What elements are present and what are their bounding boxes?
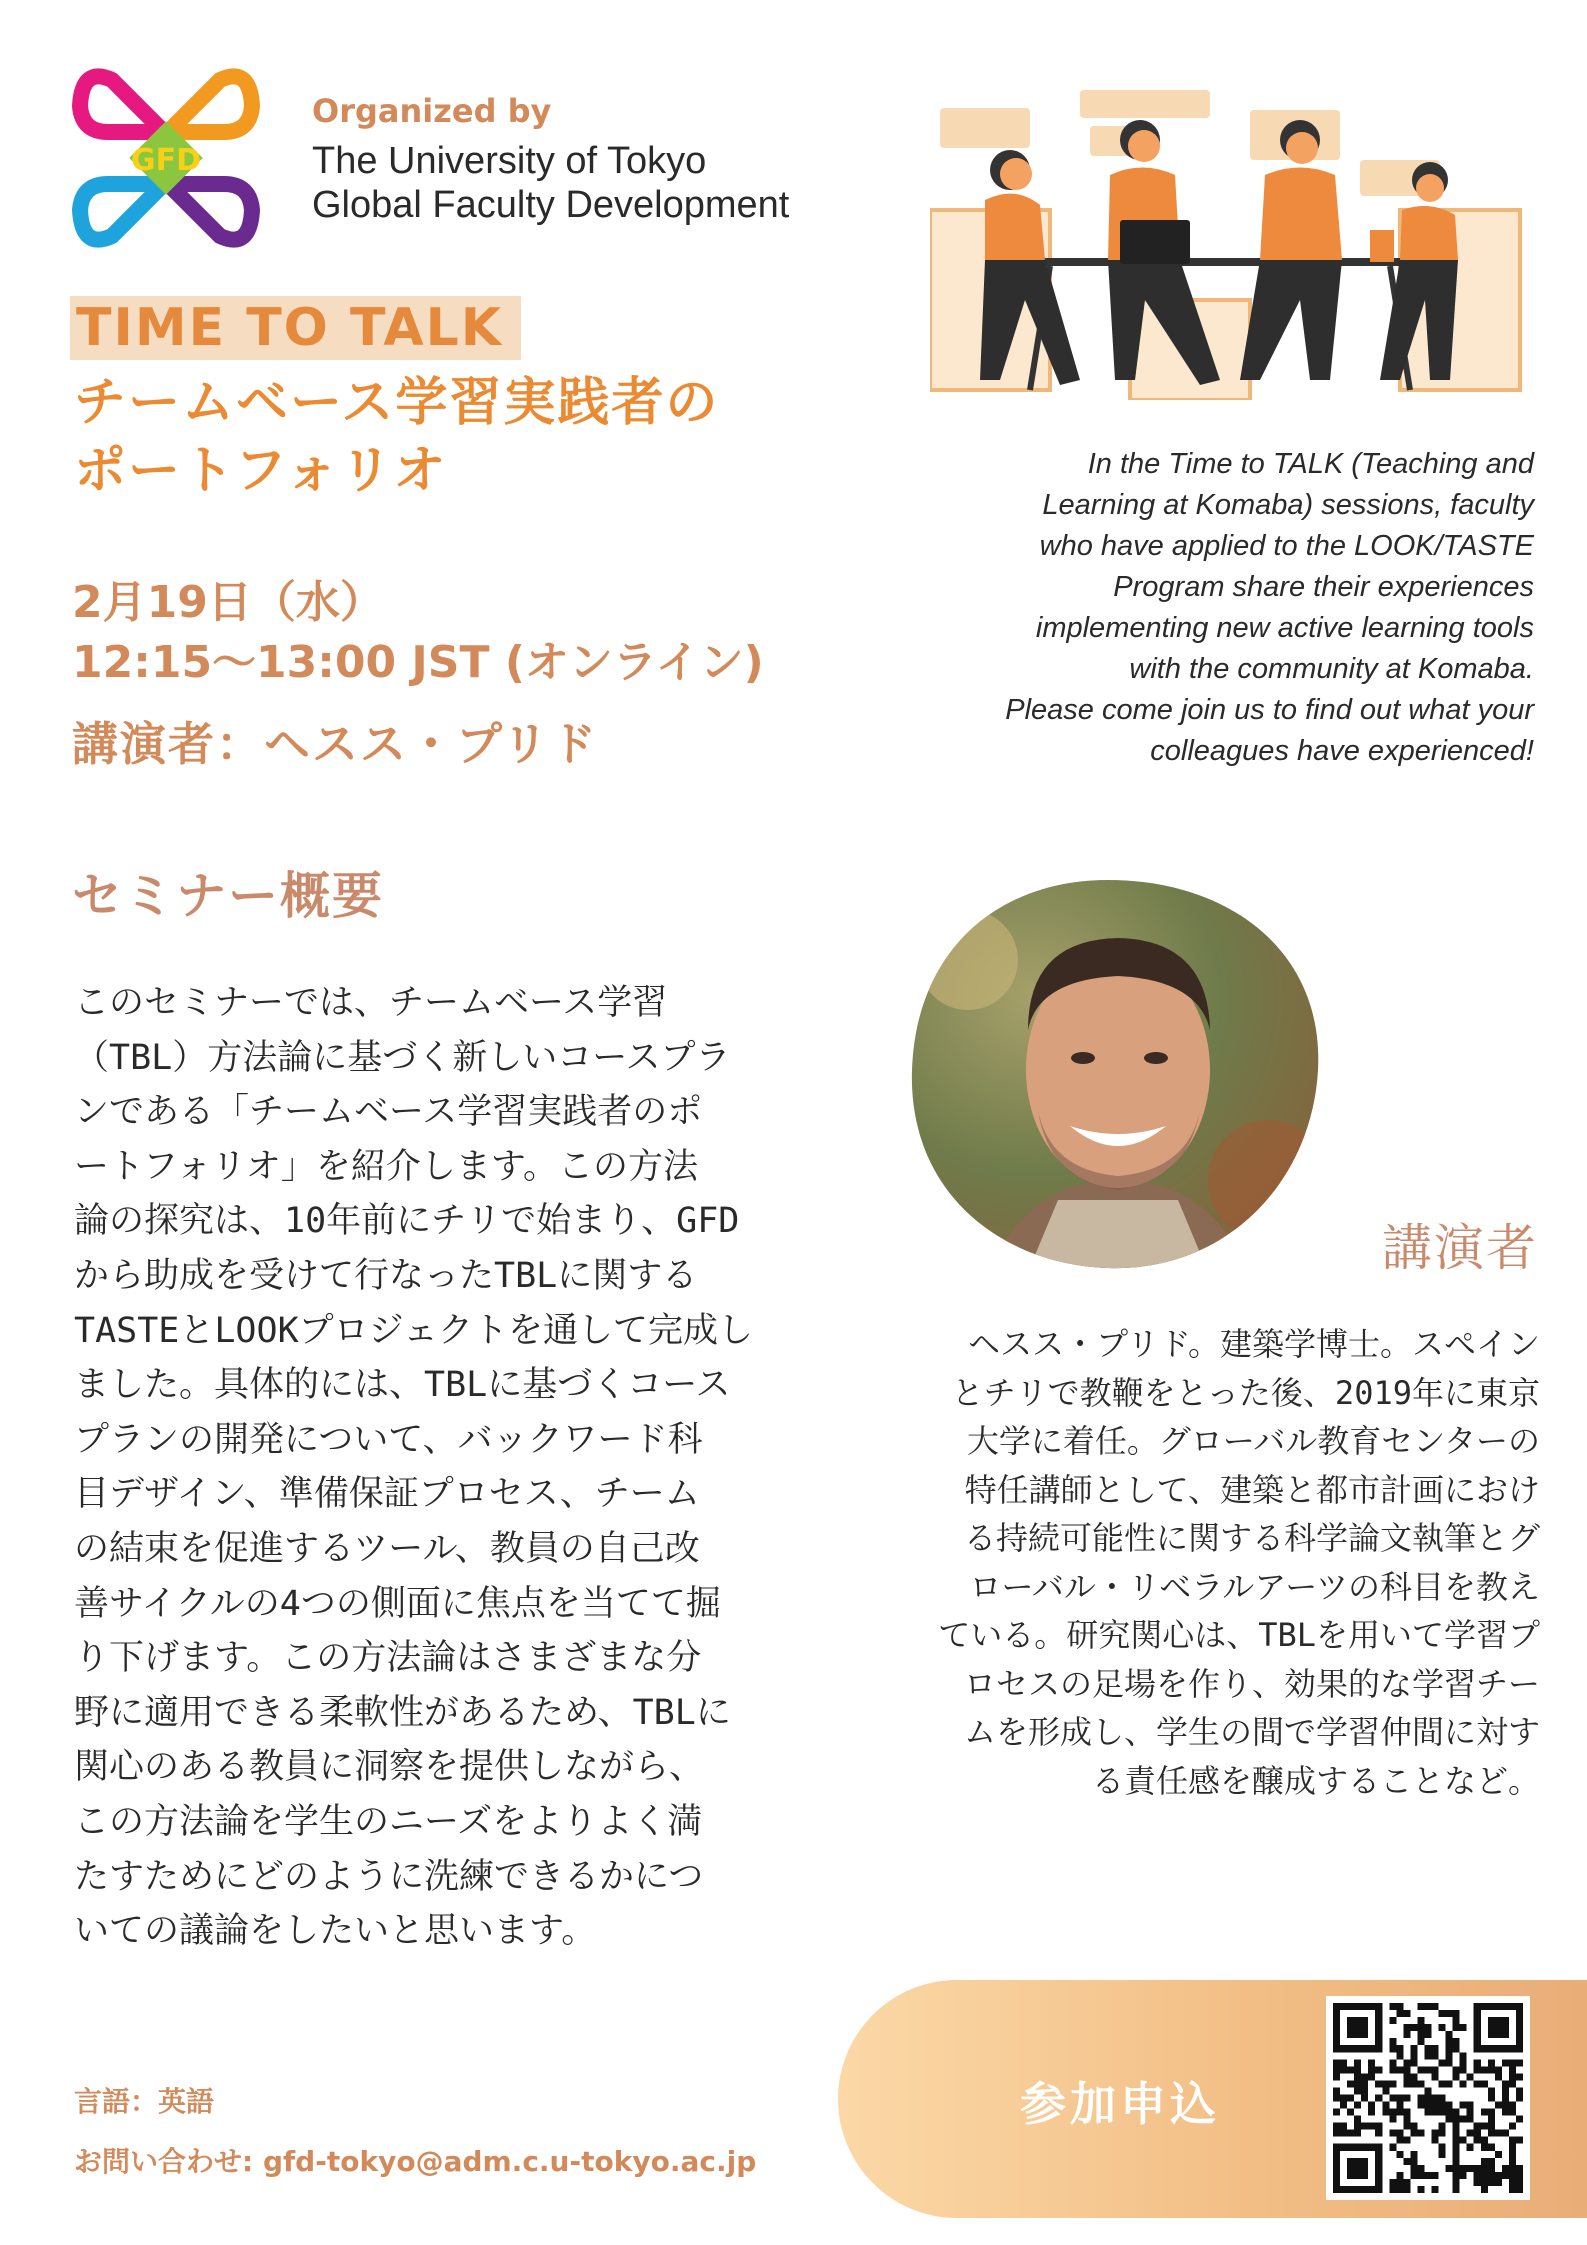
seminar-line: プランの開発について、バックワード科 (74, 1419, 703, 1460)
seminar-line: から助成を受けて行なったTBLに関する (74, 1255, 698, 1296)
intro-line: Learning at Komaba) sessions, faculty (1042, 489, 1534, 521)
seminar-line: （TBL）方法論に基づく新しいコースプラ (74, 1037, 731, 1078)
intro-line: Program share their experiences (1113, 571, 1534, 603)
seminar-line: 野に適用できる柔軟性があるため、TBLに (74, 1692, 731, 1733)
bio-line: 特任講師として、建築と都市計画におけ (964, 1470, 1540, 1509)
intro-line: Please come join us to find out what your (1005, 694, 1534, 726)
bio-line: ている。研究関心は、TBLを用いて学習プ (938, 1616, 1540, 1654)
organizer-name-line1: The University of Tokyo (312, 140, 707, 182)
seminar-line: たすためにどのように洗練できるかにつ (74, 1856, 704, 1897)
seminar-line: ンである「チームベース学習実践者のポ (74, 1092, 703, 1133)
seminar-overview-heading: セミナー概要 (72, 867, 384, 925)
event-title-line1: チームベース学習実践者の (74, 373, 720, 433)
event-date: 2月19日（水） (72, 577, 384, 628)
bio-line: ローバル・リベラルアーツの科目を教え (969, 1567, 1540, 1606)
event-time: 12:15〜13:00 JST (オンライン) (72, 637, 764, 688)
logo-text: GFD (130, 143, 202, 178)
intro-line: who have applied to the LOOK/TASTE (1039, 530, 1534, 562)
seminar-line: 目デザイン、準備保証プロセス、チーム (74, 1474, 700, 1515)
intro-line: colleagues have experienced! (1150, 735, 1534, 767)
seminar-line: ートフォリオ」を紹介します。この方法 (74, 1146, 699, 1187)
bio-line: る責任感を醸成することなど。 (1091, 1761, 1540, 1800)
speaker-photo (908, 880, 1324, 1272)
team-meeting-illustration (930, 80, 1530, 400)
register-button-label[interactable]: 参加申込 (1020, 2077, 1220, 2131)
speaker-label: 講演者 (1382, 1219, 1538, 1277)
seminar-line: の結束を促進するツール、教員の自己改 (74, 1528, 700, 1569)
seminar-line: このセミナーでは、チームベース学習 (74, 983, 668, 1023)
seminar-line: ました。具体的には、TBLに基づくコース (74, 1365, 731, 1406)
intro-line: with the community at Komaba. (1129, 653, 1534, 685)
bio-line: ロセスの足場を作り、効果的な学習チー (963, 1664, 1540, 1703)
bio-line: 大学に着任。グローバル教育センターの (966, 1422, 1540, 1460)
bio-line: ヘスス・プリド。建築学博士。スペイン (968, 1325, 1540, 1363)
bio-line: とチリで教鞭をとった後、2019年に東京 (951, 1373, 1540, 1412)
bio-line: ムを形成し、学生の間で学習仲間に対す (963, 1713, 1540, 1751)
contact-email[interactable]: お問い合わせ: gfd-tokyo@adm.c.u-tokyo.ac.jp (74, 2145, 757, 2178)
organized-by-label: Organized by (312, 92, 552, 130)
speaker-bio (900, 1320, 1540, 1805)
registration-qr-code[interactable] (1326, 1996, 1530, 2200)
seminar-line: この方法論を学生のニーズをよりよく満 (74, 1801, 703, 1842)
language-info: 言語：英語 (74, 2085, 215, 2118)
time-to-talk-tag: TIME TO TALK (70, 296, 521, 360)
speaker-heading: 講演者：ヘスス・プリド (72, 717, 599, 771)
bio-line: る持続可能性に関する科学論文執筆とグ (963, 1519, 1540, 1557)
organizer-name-line2: Global Faculty Development (312, 184, 790, 226)
seminar-line: TASTEとLOOKプロジェクトを通して完成し (74, 1310, 753, 1351)
seminar-line: いての議論をしたいと思います。 (74, 1911, 597, 1952)
seminar-line: り下げます。この方法論はさまざまな分 (74, 1638, 702, 1679)
seminar-line: 関心のある教員に洞察を提供しながら、 (74, 1747, 705, 1788)
intro-line: In the Time to TALK (Teaching and (1087, 448, 1534, 480)
intro-line: implementing new active learning tools (1035, 612, 1534, 644)
seminar-line: 論の探究は、10年前にチリで始まり、GFD (74, 1201, 740, 1242)
seminar-overview-text (74, 976, 794, 1959)
event-title-line2: ポートフォリオ (74, 441, 448, 501)
gfd-logo (66, 58, 266, 258)
seminar-line: 善サイクルの4つの側面に焦点を当てて掘 (74, 1583, 721, 1624)
intro-paragraph (960, 444, 1534, 772)
